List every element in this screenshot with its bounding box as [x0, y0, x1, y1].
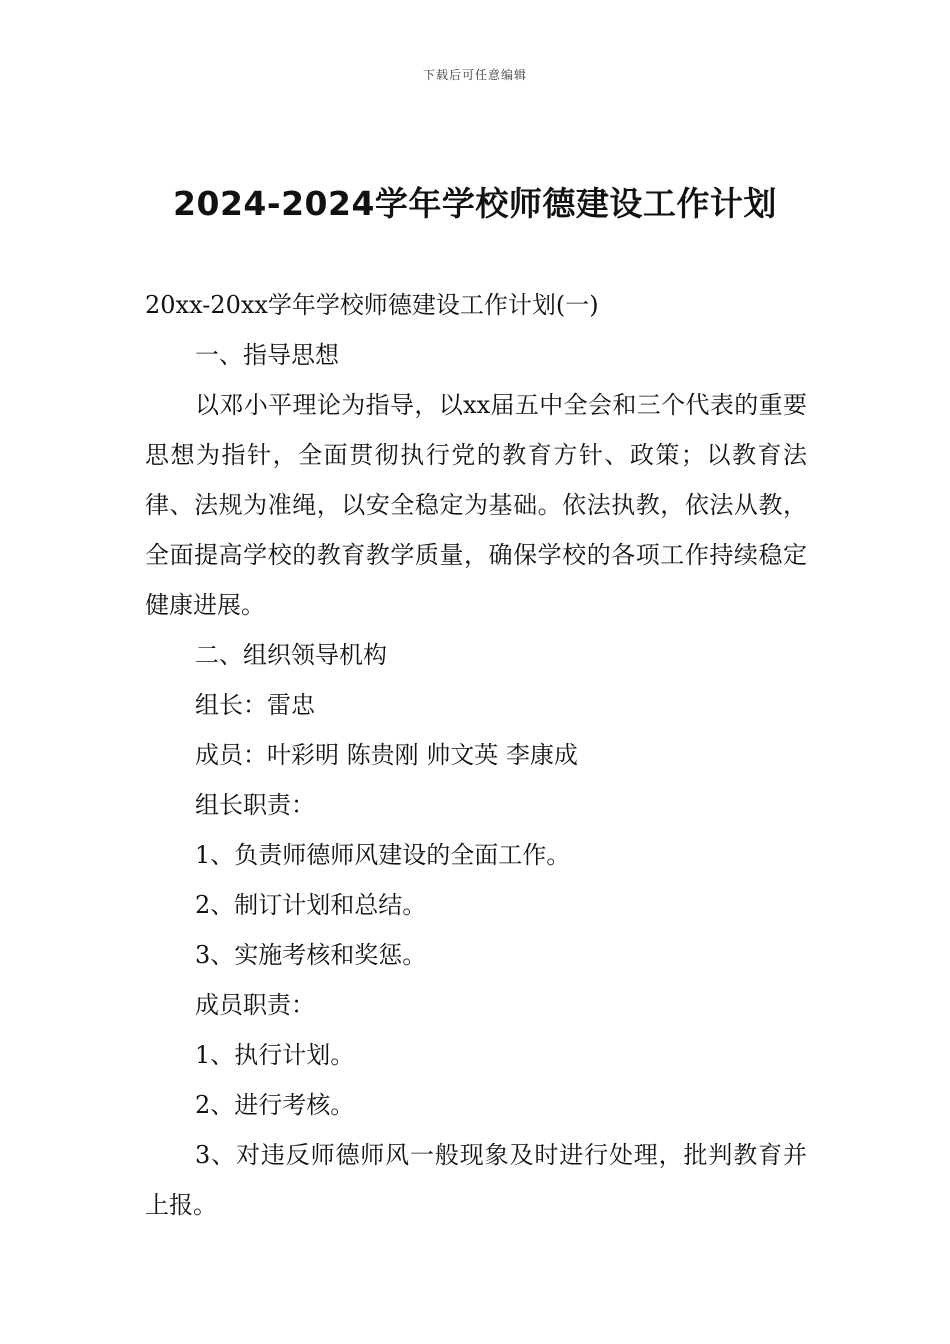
member-duty-item: 2、进行考核。	[195, 1091, 355, 1119]
header-note: 下载后可任意编辑	[422, 68, 527, 82]
section-heading-organization: 二、组织领导机构	[195, 641, 387, 669]
member-duty-item: 3、对违反师德师风一般现象及时进行处理，批判教育并上报。	[145, 1141, 807, 1219]
members-line: 成员：叶彩明 陈贵刚 帅文英 李康成	[195, 741, 578, 769]
member-duty-item: 1、执行计划。	[195, 1041, 355, 1069]
document-title: 2024-2024学年学校师德建设工作计划	[173, 184, 777, 223]
paragraph-guiding-thought: 以邓小平理论为指导，以xx届五中全会和三个代表的重要思想为指针，全面贯彻执行党的教育方针、政策；以教育法律、法规为准绳，以安全稳定为基础。依法执教，依法从教，全面提高学校的教育教学质量，确保学校的各项工作持续稳定健康进展。	[145, 391, 807, 619]
leader-duty-item: 3、实施考核和奖惩。	[195, 941, 427, 969]
document-body	[145, 280, 807, 1230]
subtitle-line: 20xx-20xx学年学校师德建设工作计划(一)	[145, 291, 599, 319]
leader-duties-heading: 组长职责：	[195, 791, 315, 819]
leader-duty-item: 2、制订计划和总结。	[195, 891, 427, 919]
member-duties-heading: 成员职责：	[195, 991, 315, 1019]
leader-line: 组长：雷忠	[195, 691, 315, 719]
section-heading-guiding-thought: 一、指导思想	[195, 341, 339, 369]
leader-duty-item: 1、负责师德师风建设的全面工作。	[195, 841, 571, 869]
